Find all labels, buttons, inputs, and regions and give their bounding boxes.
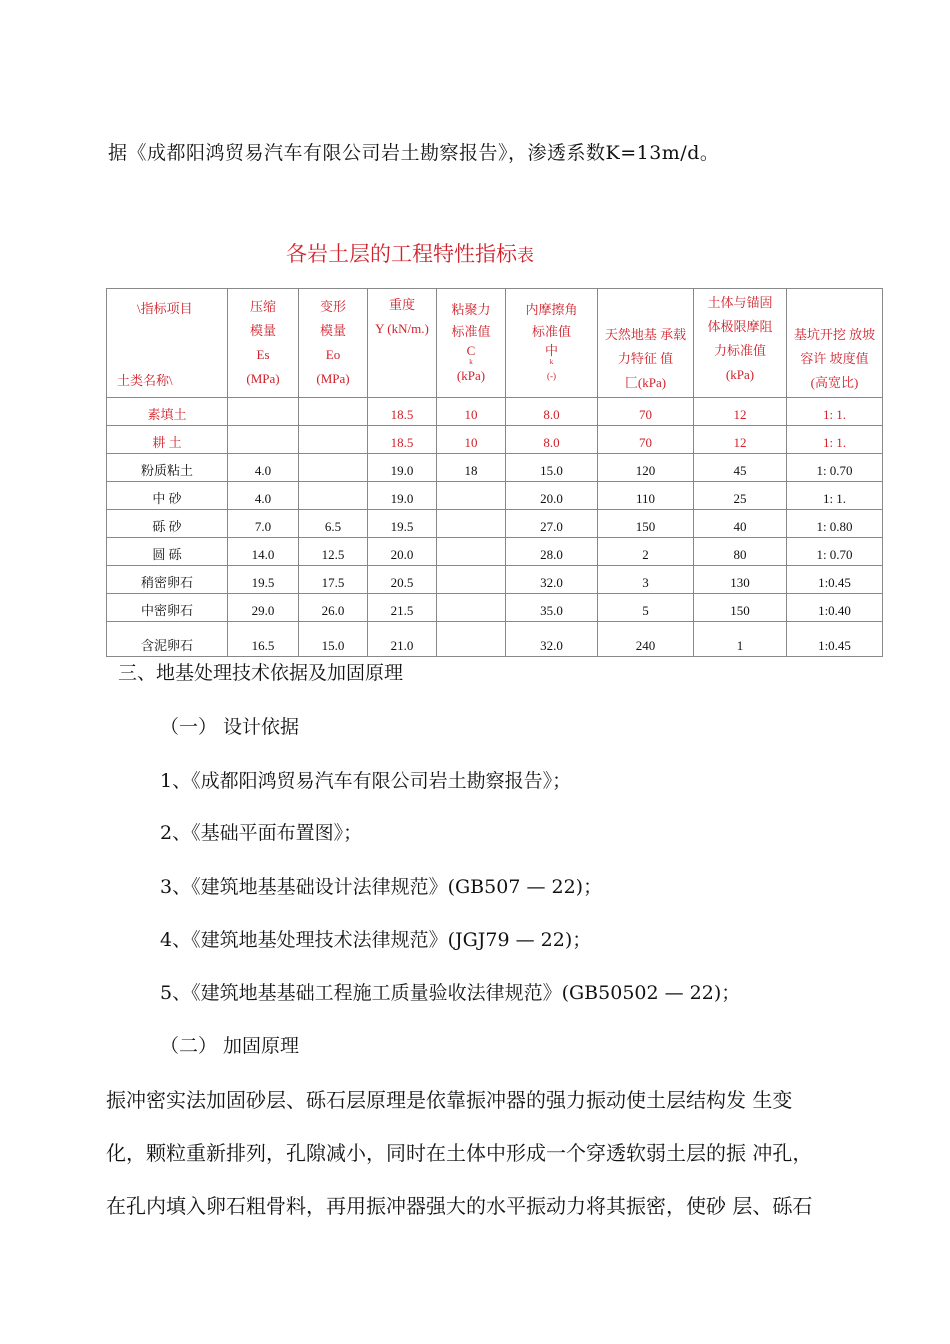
header-c (437, 289, 506, 398)
cell-name: 中 砂 (107, 482, 228, 510)
paragraph-line: 振冲密实法加固砂层、砾石层原理是依靠振冲器的强力振动使土层结构发 生变 (106, 1088, 793, 1112)
cell-gamma: 21.5 (368, 594, 437, 622)
subsection-principle: （二） 加固原理 (160, 1035, 300, 1057)
header-eo-line: Eo (325, 347, 341, 362)
cell-phi: 32.0 (506, 622, 598, 657)
cell-phi: 8.0 (506, 426, 598, 454)
cell-name: 中密卵石 (107, 594, 228, 622)
header-qsk-line: (kPa) (725, 367, 755, 382)
table-row (107, 622, 883, 657)
cell-eo: 6.5 (299, 510, 368, 538)
cell-eo: 17.5 (299, 566, 368, 594)
cell-name: 粉质粘土 (107, 454, 228, 482)
header-qsk-line: 土体与锚固 (707, 295, 773, 310)
header-eo-line: (MPa) (316, 371, 350, 386)
cell-c (437, 538, 506, 566)
cell-fak: 5 (598, 594, 694, 622)
cell-es: 29.0 (228, 594, 299, 622)
header-eo-line: 模量 (319, 323, 346, 338)
header-phi-line: 标准值 (531, 324, 571, 339)
cell-phi: 27.0 (506, 510, 598, 538)
header-corner (107, 289, 228, 398)
cell-name: 含泥卵石 (107, 622, 228, 657)
cell-c: 10 (437, 426, 506, 454)
cell-qsk: 1 (694, 622, 787, 657)
header-phi (506, 289, 598, 398)
header-gamma-line: 重度 (388, 297, 415, 312)
header-fak-line: 匚(kPa) (624, 375, 667, 390)
cell-slope: 1: 1. (787, 426, 883, 454)
subsection-design-basis: （一） 设计依据 (160, 716, 300, 738)
soil-properties-table (106, 288, 883, 657)
reference-item: 2、《基础平面布置图》； (160, 822, 363, 844)
header-qsk (694, 289, 787, 398)
reference-item: 3、《建筑地基基础设计法律规范》(GB507 — 22)； (160, 876, 603, 898)
header-slope (787, 289, 883, 398)
cell-eo: 15.0 (299, 622, 368, 657)
header-eo-line: 变形 (319, 299, 346, 314)
cell-qsk: 12 (694, 398, 787, 426)
cell-qsk: 150 (694, 594, 787, 622)
cell-c (437, 482, 506, 510)
cell-fak: 3 (598, 566, 694, 594)
cell-gamma: 21.0 (368, 622, 437, 657)
table-title-main: 各岩土层的工程特性指标 (286, 242, 517, 266)
cell-slope: 1: 0.70 (787, 454, 883, 482)
cell-qsk: 80 (694, 538, 787, 566)
cell-phi: 35.0 (506, 594, 598, 622)
reference-item: 1、《成都阳鸿贸易汽车有限公司岩土勘察报告》； (160, 770, 572, 792)
header-qsk-line: 力标准值 (713, 343, 766, 358)
cell-es: 19.5 (228, 566, 299, 594)
cell-slope: 1:0.45 (787, 566, 883, 594)
cell-c (437, 622, 506, 657)
cell-eo: 12.5 (299, 538, 368, 566)
header-es-line: 模量 (249, 323, 276, 338)
paragraph-line: 在孔内填入卵石粗骨料，再用振冲器强大的水平振动力将其振密，使砂 层、砾石 (106, 1194, 813, 1218)
header-c-sub: k (469, 358, 473, 366)
table-title-suffix: 表 (517, 246, 534, 266)
header-slope-line: 基坑开挖 放坡 (793, 327, 876, 342)
header-slope-line: 容许 坡度值 (800, 351, 869, 366)
header-c-line: 粘聚力 (451, 302, 491, 317)
cell-eo (299, 482, 368, 510)
cell-phi: 15.0 (506, 454, 598, 482)
header-fak-line: 力特征 值 (617, 351, 674, 366)
cell-eo: 26.0 (299, 594, 368, 622)
cell-fak: 150 (598, 510, 694, 538)
paragraph-line: 化，颗粒重新排列，孔隙减小，同时在土体中形成一个穿透软弱土层的振 冲孔， (106, 1141, 813, 1165)
cell-es: 4.0 (228, 482, 299, 510)
cell-qsk: 40 (694, 510, 787, 538)
cell-eo (299, 398, 368, 426)
cell-c (437, 510, 506, 538)
cell-gamma: 18.5 (368, 398, 437, 426)
table-header-row (107, 289, 883, 398)
table-row (107, 398, 883, 426)
header-fak (598, 289, 694, 398)
header-slope-line: (高宽比) (810, 375, 859, 390)
header-corner-top: \指标项目 (137, 301, 193, 316)
cell-gamma: 19.0 (368, 454, 437, 482)
cell-es: 16.5 (228, 622, 299, 657)
cell-qsk: 25 (694, 482, 787, 510)
header-es-line: (MPa) (246, 371, 280, 386)
cell-slope: 1: 1. (787, 398, 883, 426)
cell-fak: 240 (598, 622, 694, 657)
reference-item: 5、《建筑地基基础工程施工质量验收法律规范》(GB50502 — 22)； (160, 982, 741, 1004)
cell-slope: 1: 0.80 (787, 510, 883, 538)
header-es-line: Es (256, 347, 270, 362)
cell-fak: 120 (598, 454, 694, 482)
cell-fak: 70 (598, 426, 694, 454)
cell-name: 素填土 (107, 398, 228, 426)
header-gamma (368, 289, 437, 398)
cell-es (228, 426, 299, 454)
header-c-line: (kPa) (456, 368, 486, 383)
header-phi-line: (-) (547, 371, 556, 381)
cell-qsk: 12 (694, 426, 787, 454)
cell-qsk: 130 (694, 566, 787, 594)
header-phi-line: 内摩擦角 (525, 302, 578, 317)
cell-slope: 1:0.40 (787, 594, 883, 622)
table-row (107, 538, 883, 566)
cell-fak: 70 (598, 398, 694, 426)
cell-qsk: 45 (694, 454, 787, 482)
table-title (286, 238, 534, 268)
header-gamma-line: Y (kN/m.) (375, 321, 429, 336)
header-phi-line: 中 (544, 343, 558, 358)
section-heading-3: 三、地基处理技术依据及加固原理 (118, 662, 404, 684)
cell-fak: 110 (598, 482, 694, 510)
cell-gamma: 20.5 (368, 566, 437, 594)
cell-es: 4.0 (228, 454, 299, 482)
header-eo (299, 289, 368, 398)
header-phi-sub: k (549, 358, 554, 366)
cell-phi: 32.0 (506, 566, 598, 594)
cell-eo (299, 426, 368, 454)
cell-gamma: 19.0 (368, 482, 437, 510)
header-c-line: 标准值 (451, 324, 491, 339)
reference-item: 4、《建筑地基处理技术法律规范》(JGJ79 — 22)； (160, 929, 592, 951)
cell-name: 圆 砾 (107, 538, 228, 566)
cell-slope: 1: 1. (787, 482, 883, 510)
table-row (107, 426, 883, 454)
cell-phi: 20.0 (506, 482, 598, 510)
cell-c (437, 594, 506, 622)
cell-gamma: 20.0 (368, 538, 437, 566)
intro-text: 据《成都阳鸿贸易汽车有限公司岩土勘察报告》，渗透系数K=13m/d。 (108, 142, 720, 164)
cell-name: 砾 砂 (107, 510, 228, 538)
header-c-line: C (466, 343, 476, 358)
cell-gamma: 18.5 (368, 426, 437, 454)
cell-name: 稍密卵石 (107, 566, 228, 594)
header-corner-bottom: 土类名称\ (117, 373, 173, 388)
table-row (107, 594, 883, 622)
cell-fak: 2 (598, 538, 694, 566)
table-row (107, 510, 883, 538)
cell-gamma: 19.5 (368, 510, 437, 538)
table-row (107, 454, 883, 482)
cell-slope: 1: 0.70 (787, 538, 883, 566)
cell-es: 14.0 (228, 538, 299, 566)
header-fak-line: 天然地基 承载 (604, 327, 687, 342)
table-row (107, 482, 883, 510)
cell-c (437, 566, 506, 594)
cell-es: 7.0 (228, 510, 299, 538)
header-qsk-line: 体极限摩阻 (707, 319, 773, 334)
cell-phi: 28.0 (506, 538, 598, 566)
cell-es (228, 398, 299, 426)
table-row (107, 566, 883, 594)
cell-c: 10 (437, 398, 506, 426)
header-es (228, 289, 299, 398)
cell-phi: 8.0 (506, 398, 598, 426)
cell-c: 18 (437, 454, 506, 482)
cell-eo (299, 454, 368, 482)
cell-name: 耕 土 (107, 426, 228, 454)
header-es-line: 压缩 (249, 299, 276, 314)
cell-slope: 1:0.45 (787, 622, 883, 657)
